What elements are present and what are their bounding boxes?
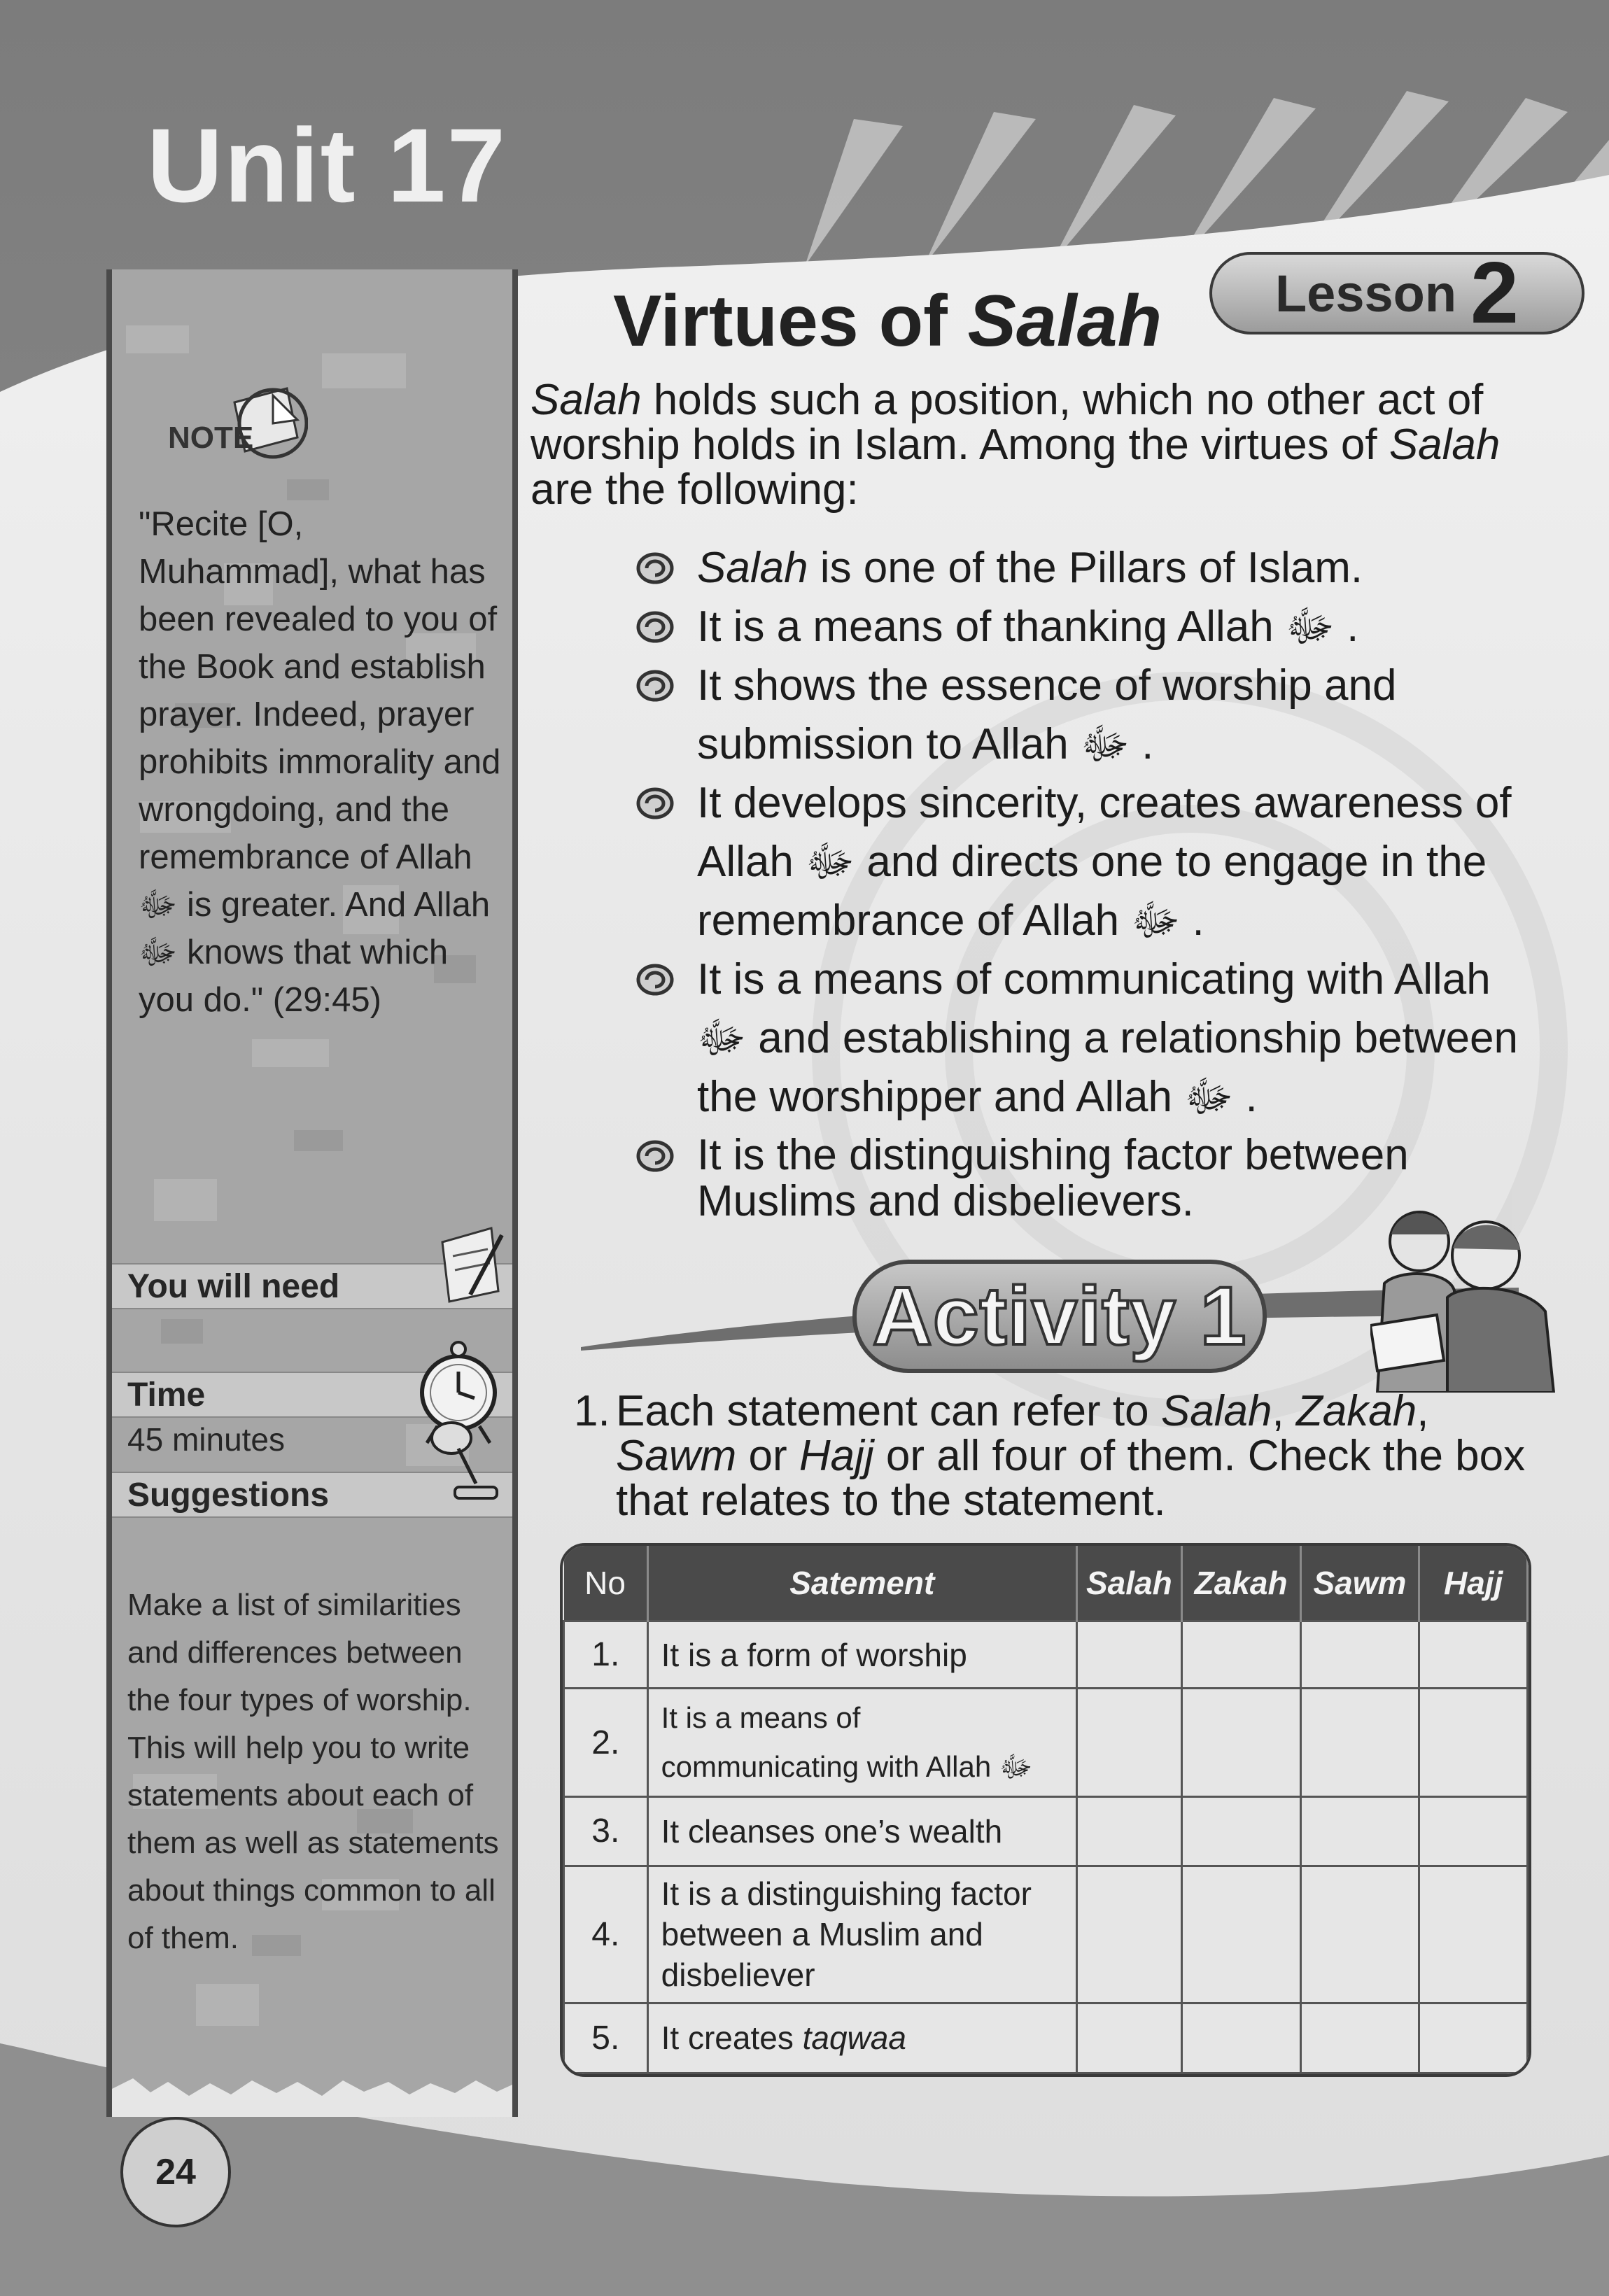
salah-checkbox[interactable] [1076, 2003, 1181, 2073]
instruction-part: , [1272, 1387, 1296, 1435]
zakah-checkbox[interactable] [1181, 1689, 1300, 1797]
intro-paragraph [531, 378, 1538, 512]
table-row [564, 1689, 1528, 1797]
instruction-part: Each statement can refer to [616, 1387, 1161, 1435]
lesson-badge [1209, 245, 1585, 341]
lesson-title-italic: Salah [967, 281, 1162, 362]
lesson-number: 2 [1470, 245, 1519, 341]
list-item [635, 774, 1545, 950]
row-statement: It is a distinguishing factor between a Muslim and disbeliever [647, 1866, 1076, 2003]
lesson-title-plain: Virtues of [613, 281, 968, 362]
salah-checkbox[interactable] [1076, 1866, 1181, 2003]
row-number: 1. [564, 1621, 648, 1689]
suggestions-text: Make a list of similarities and differences between the four types of worship. This will help you to write statements about each of them as well as statements about things common to all of them. [127, 1588, 499, 1955]
unit-title: Unit 17 [147, 106, 507, 224]
row-statement [647, 2003, 1076, 2073]
list-item [635, 539, 1545, 598]
lesson-title [613, 280, 1162, 363]
sidebar [106, 269, 518, 2117]
hajj-checkbox[interactable] [1419, 2003, 1528, 2073]
spiral-bullet-icon [635, 610, 675, 644]
instruction-part: or all four of them. Check the box that relates to the statement. [616, 1432, 1526, 1525]
statement-plain: It creates [661, 2020, 803, 2057]
page-number-badge [120, 2117, 231, 2227]
sawm-checkbox[interactable] [1300, 2003, 1419, 2073]
you-will-need-strip [112, 1263, 512, 1309]
children-reading-illustration [1370, 1192, 1559, 1393]
page-number: 24 [155, 2152, 196, 2192]
bullet-text: It is a means of thanking Allah ﷻ . [697, 603, 1359, 651]
row-number: 2. [564, 1689, 648, 1797]
table-header-row [564, 1546, 1528, 1621]
list-item [635, 598, 1545, 656]
activity-badge [852, 1260, 1267, 1373]
hajj-checkbox[interactable] [1419, 1797, 1528, 1866]
you-will-need-label: You will need [127, 1268, 340, 1305]
column-header-hajj: Hajj [1419, 1546, 1528, 1621]
table-row [564, 1621, 1528, 1689]
bullet-text: It shows the essence of worship and submission to Allah ﷻ . [697, 661, 1397, 768]
row-statement: It is a means of communicating with Allah ﷻ [647, 1689, 1076, 1797]
instruction-italic: Hajj [799, 1432, 874, 1480]
note-label: NOTE [168, 421, 254, 455]
bullet-text: It is the distinguishing factor between Muslims and disbelievers. [697, 1131, 1409, 1225]
salah-checkbox[interactable] [1076, 1621, 1181, 1689]
time-value: 45 minutes [127, 1421, 286, 1458]
zakah-checkbox[interactable] [1181, 2003, 1300, 2073]
row-statement: It cleanses one’s wealth [647, 1797, 1076, 1866]
instruction-text [616, 1389, 1540, 1523]
table-row [564, 1866, 1528, 2003]
column-header-no: No [564, 1546, 648, 1621]
spiral-bullet-icon [635, 787, 675, 820]
zakah-checkbox[interactable] [1181, 1797, 1300, 1866]
spiral-bullet-icon [635, 669, 675, 703]
sawm-checkbox[interactable] [1300, 1797, 1419, 1866]
statement-italic: taqwaa [802, 2020, 906, 2057]
hajj-checkbox[interactable] [1419, 1689, 1528, 1797]
row-number: 3. [564, 1797, 648, 1866]
instruction-number: 1. [574, 1387, 610, 1435]
sawm-checkbox[interactable] [1300, 1621, 1419, 1689]
sawm-checkbox[interactable] [1300, 1689, 1419, 1797]
instruction-italic: Zakah [1295, 1387, 1417, 1435]
hajj-checkbox[interactable] [1419, 1621, 1528, 1689]
virtues-list [635, 539, 1545, 1225]
column-header-sawm: Sawm [1300, 1546, 1419, 1621]
note-icon [168, 381, 308, 479]
column-header-statement: Satement [647, 1546, 1076, 1621]
intro-italic-2: Salah [1389, 421, 1501, 469]
zakah-checkbox[interactable] [1181, 1621, 1300, 1689]
spiral-bullet-icon [635, 551, 675, 585]
bullet-text: is one of the Pillars of Islam. [808, 544, 1363, 592]
salah-checkbox[interactable] [1076, 1797, 1181, 1866]
lesson-label: Lesson [1274, 264, 1457, 323]
instruction-italic: Salah [1160, 1387, 1272, 1435]
activity-label: Activity 1 [872, 1270, 1247, 1362]
column-header-salah: Salah [1076, 1546, 1181, 1621]
spiral-bullet-icon [635, 963, 675, 996]
desk-lamp-icon [427, 1417, 504, 1508]
worship-table [560, 1543, 1531, 2077]
table-row [564, 1797, 1528, 1866]
row-number: 5. [564, 2003, 648, 2073]
intro-italic-1: Salah [531, 376, 642, 424]
zakah-checkbox[interactable] [1181, 1866, 1300, 2003]
sawm-checkbox[interactable] [1300, 1866, 1419, 2003]
row-statement: It is a form of worship [647, 1621, 1076, 1689]
intro-text-1: holds such a position, which no other act of worship holds in Islam. Among the virtues of [531, 376, 1484, 469]
instruction-part: , [1417, 1387, 1429, 1435]
row-number: 4. [564, 1866, 648, 2003]
note-quote: "Recite [O, Muhammad], what has been revealed to you of the Book and establish prayer. Indeed, prayer prohibits immorality and wrongdoing, and the remembrance of Allah ﷻ is greater. And Allah ﷻ knows that which you do." (29:45) [139, 505, 501, 1019]
table-row [564, 2003, 1528, 2073]
salah-checkbox[interactable] [1076, 1689, 1181, 1797]
spiral-bullet-icon [635, 1139, 675, 1173]
list-item [635, 656, 1545, 774]
hajj-checkbox[interactable] [1419, 1866, 1528, 2003]
bullet-text: It is a means of communicating with Allah ﷻ and establishing a relationship between the worshipper and Allah ﷻ . [697, 955, 1518, 1121]
suggestions-label: Suggestions [127, 1477, 330, 1514]
instruction-part: or [736, 1432, 799, 1480]
bullet-italic: Salah [697, 544, 808, 592]
time-label: Time [127, 1376, 206, 1414]
column-header-zakah: Zakah [1181, 1546, 1300, 1621]
list-item [635, 950, 1545, 1127]
bullet-text: It develops sincerity, creates awareness of Allah ﷻ and directs one to engage in the remembrance of Allah ﷻ . [697, 779, 1512, 945]
intro-text-2: are the following: [531, 465, 859, 514]
instruction-italic: Sawm [616, 1432, 737, 1480]
paper-pen-icon [428, 1221, 505, 1305]
